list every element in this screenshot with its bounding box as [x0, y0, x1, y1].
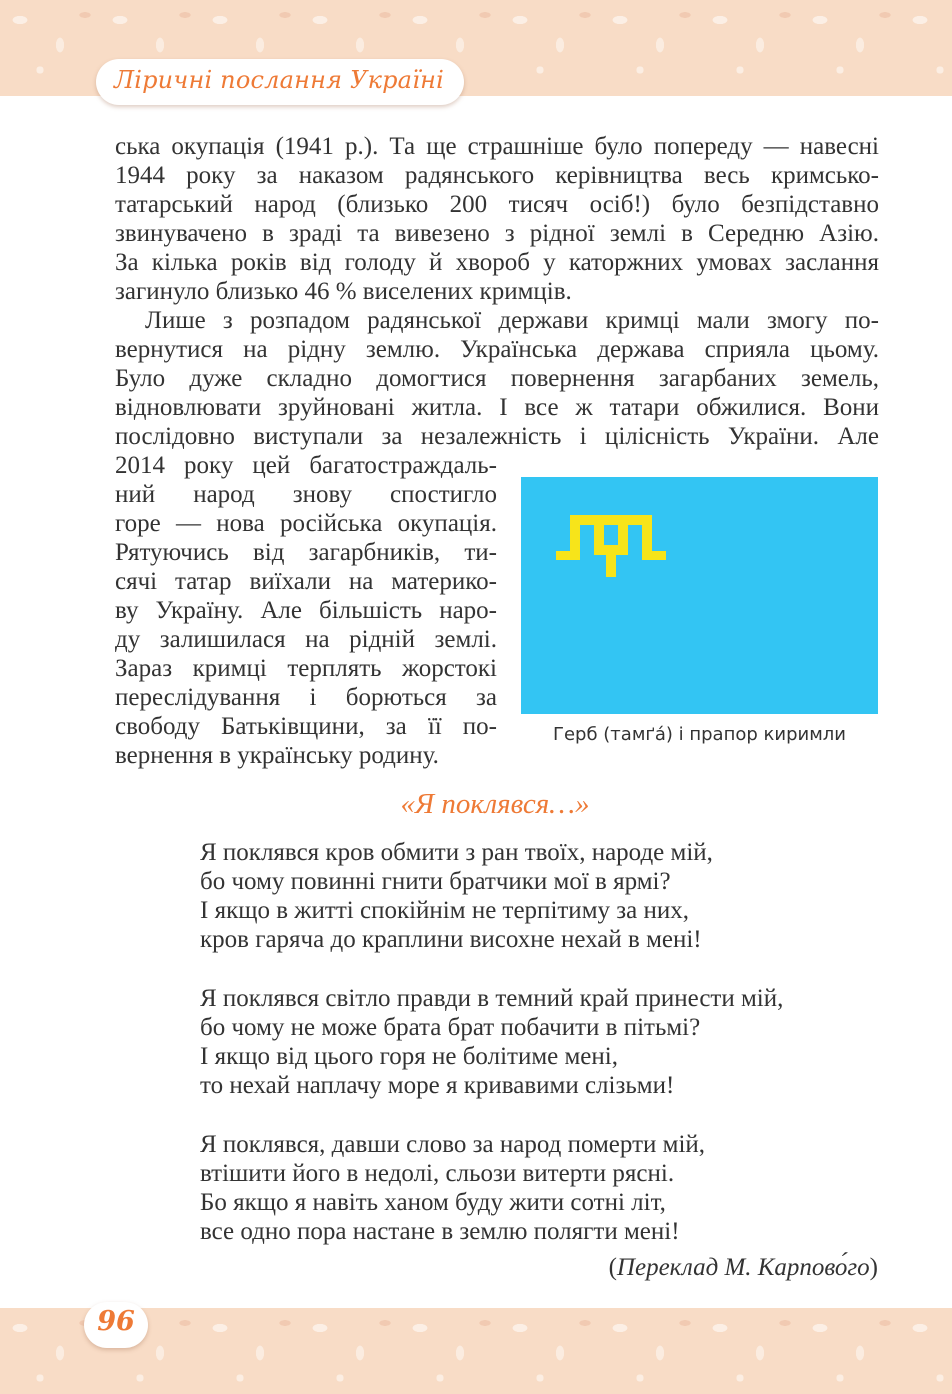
- text-line: ду залишилася на рідній землі.: [115, 626, 497, 653]
- text-line: За кілька років від голоду й хвороб у каторжних умовах заслання: [115, 249, 879, 276]
- poem-line: то нехай наплачу море я кривавими слізьми!: [200, 1072, 675, 1099]
- text-line: 2014 року цей багатостраждаль-: [115, 452, 497, 479]
- text-line: послідовно виступали за незалежність і цілісність України. Але: [115, 423, 879, 450]
- translator-credit: Переклад М. Карпово́го: [616, 1254, 870, 1281]
- poem-line: втішити його в недолі, сльози витерти рясні.: [200, 1160, 675, 1187]
- text-line: татарський народ (близько 200 тисяч осіб!) було безпідставно: [115, 191, 879, 218]
- text-line: загинуло близько 46 % виселених кримців.: [115, 278, 572, 305]
- text-line: ний народ знову спостигло: [115, 481, 497, 508]
- section-title: Ліричні послання Україні: [114, 66, 444, 94]
- poem-line: бо чому не може брата брат побачити в пітьмі?: [200, 1014, 701, 1041]
- text-line: вернення в українську родину.: [115, 742, 439, 769]
- text-line: горе — нова російська окупація.: [115, 510, 497, 537]
- text-line: переслідування і борються за: [115, 684, 497, 711]
- poem-line: І якщо від цього горя не болітиме мені,: [200, 1043, 618, 1070]
- poem-stanza-1: [200, 838, 713, 954]
- poem-line: бо чому повинні гнити братчики мої в ярмі?: [200, 868, 671, 895]
- text-line: Рятуючись від загарбників, ти-: [115, 539, 497, 566]
- text-line: відновлювати зруйновані житла. І все ж татари обжилися. Вони: [115, 394, 879, 421]
- poem-stanza-3: [200, 1130, 705, 1246]
- poem-line: все одно пора настане в землю полягти мені!: [200, 1218, 680, 1245]
- paragraph-1: [115, 132, 879, 306]
- text-line: звинувачено в зраді та вивезено з рідної землі в Середню Азію.: [115, 220, 879, 247]
- text-line: 1944 року за наказом радянського керівництва весь кримсько-: [115, 162, 879, 189]
- figure-caption: Герб (тамґа́) і прапор киримли: [552, 724, 846, 745]
- text-line: сячі татар виїхали на материко-: [115, 568, 497, 595]
- text-line: ву Україну. Але більшість наро-: [115, 597, 497, 624]
- paragraph-3: [115, 451, 497, 770]
- poem-line: кров гаряча до краплини висохне нехай в мені!: [200, 926, 702, 953]
- poem-line: Я поклявся, давши слово за народ померти мій,: [200, 1131, 706, 1158]
- poem-stanza-2: [200, 984, 783, 1100]
- text-line: ська окупація (1941 р.). Та ще страшніше було попереду — навесні: [115, 133, 879, 160]
- paragraph-2: [115, 306, 879, 451]
- text-line: вернутися на рідну землю. Українська держава сприяла цьому.: [115, 336, 879, 363]
- poem-line: Я поклявся кров обмити з ран твоїх, народе мій,: [200, 839, 713, 866]
- poem-attribution: (Переклад М. Карпово́го): [608, 1254, 878, 1281]
- text-line: Було дуже складно домогтися повернення загарбаних земель,: [115, 365, 879, 392]
- text-line: свободу Батьківщини, за її по-: [115, 713, 497, 740]
- poem-line: Я поклявся світло правди в темний край принести мій,: [200, 985, 784, 1012]
- text-line: Зараз кримці терплять жорстокі: [115, 655, 497, 682]
- poem-title: «Я поклявся…»: [400, 788, 590, 820]
- crimean-tatar-flag: [521, 477, 878, 714]
- poem-line: Бо якщо я навіть ханом буду жити сотні літ,: [200, 1189, 666, 1216]
- text-line: Лише з розпадом радянської держави кримці мали змогу по-: [145, 307, 879, 334]
- poem-line: І якщо в житті спокійнім не терпітиму за них,: [200, 897, 689, 924]
- tamga-icon: [556, 515, 666, 577]
- page-number: 96: [97, 1306, 135, 1337]
